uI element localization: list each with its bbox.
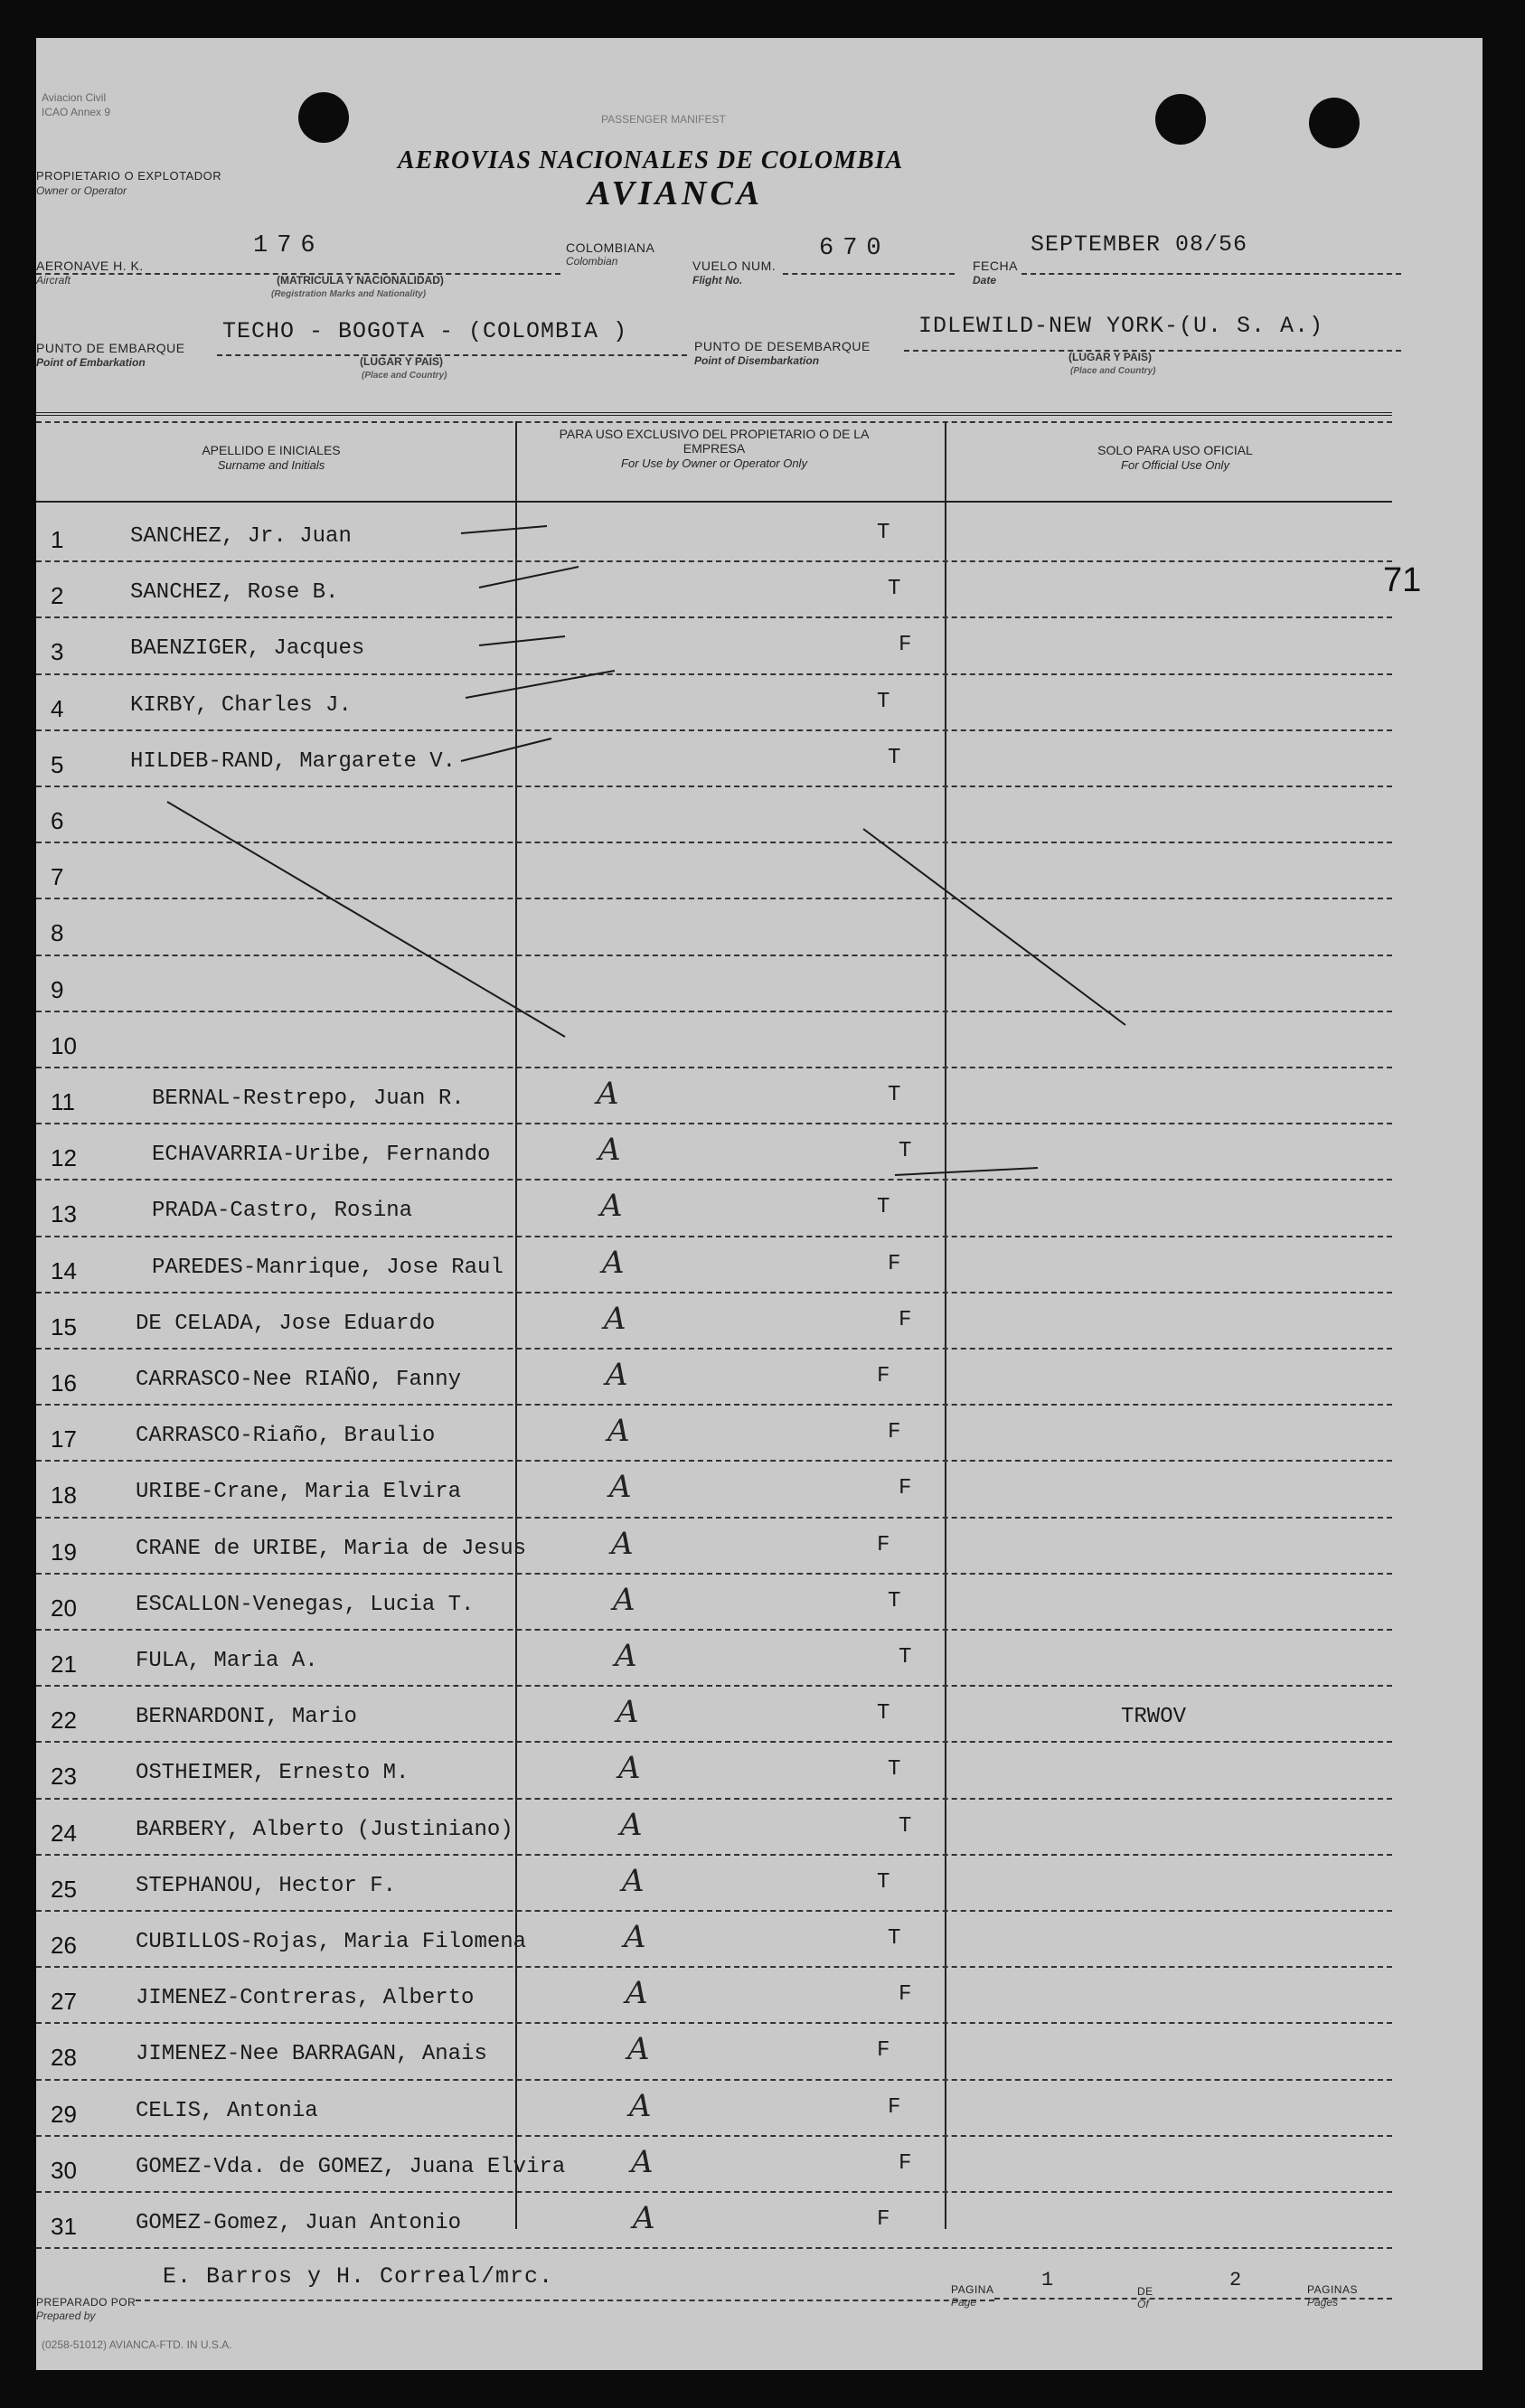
row-number: 23 (51, 1763, 77, 1791)
row-number: 12 (51, 1144, 77, 1172)
passenger-code: T (888, 1083, 901, 1107)
row-number: 24 (51, 1819, 77, 1847)
passenger-name: CARRASCO-Nee RIAÑO, Fanny (136, 1368, 462, 1392)
owner-column-subtitle: For Use by Owner or Operator Only (621, 456, 807, 471)
passenger-code: T (877, 1869, 890, 1895)
manifest-sheet (36, 38, 1483, 2370)
handwritten-mark: A (611, 1525, 634, 1562)
passenger-name: DE CELADA, Jose Eduardo (136, 1311, 436, 1336)
dash-mark (895, 1168, 1038, 1175)
flight-date: SEPTEMBER 08/56 (1031, 231, 1248, 258)
passenger-code: T (899, 1813, 912, 1839)
void-slash-left (167, 802, 565, 1037)
disembark-label: PUNTO DE DESEMBARQUE (694, 339, 871, 353)
pages-sub: Pages (1307, 2296, 1339, 2309)
page-rule (994, 2298, 1392, 2300)
passenger-name: JIMENEZ-Contreras, Alberto (136, 1986, 475, 2011)
row-number: 29 (51, 2100, 77, 2128)
passenger-name: GOMEZ-Gomez, Juan Antonio (136, 2211, 462, 2235)
handwritten-mark: A (633, 2200, 655, 2236)
row-number: 7 (51, 863, 64, 891)
airline-name: AEROVIAS NACIONALES DE COLOMBIA (398, 146, 904, 174)
passenger-name: ECHAVARRIA-Uribe, Fernando (152, 1143, 491, 1168)
handwritten-mark: A (618, 1750, 641, 1787)
row-number: 26 (51, 1932, 77, 1959)
row-number: 8 (51, 919, 64, 947)
name-column-title: APELLIDO E INICIALES (202, 443, 341, 457)
passenger-code: T (888, 1926, 901, 1951)
top-center-label: PASSENGER MANIFEST (601, 113, 726, 126)
passenger-code: F (899, 1476, 912, 1501)
row-number: 17 (51, 1425, 77, 1453)
handwritten-mark: A (624, 1919, 646, 1955)
passenger-code: T (888, 745, 901, 770)
handwritten-mark: A (607, 1413, 630, 1450)
passenger-code: F (877, 1364, 890, 1388)
airline-short: AVIANCA (588, 174, 764, 212)
name-column-subtitle: Surname and Initials (217, 458, 325, 473)
passenger-code: F (888, 2094, 901, 2120)
passenger-name: HILDEB-RAND, Margarete V. (130, 748, 457, 774)
of-sub: Of (1137, 2298, 1149, 2310)
disembark-place-caption-sub: (Place and Country) (1070, 366, 1156, 376)
strike-mark (466, 671, 615, 698)
embark-place-caption: (LUGAR Y PAIS) (360, 355, 444, 368)
passenger-code: F (888, 1420, 901, 1445)
passenger-code: T (899, 1645, 912, 1670)
row-number: 3 (51, 638, 64, 666)
row-number: 6 (51, 807, 64, 834)
handwritten-mark: A (606, 1357, 628, 1393)
row-number: 21 (51, 1651, 77, 1678)
date-sub: Date (973, 274, 997, 287)
prepared-rule (136, 2300, 994, 2301)
page-total: 2 (1229, 2269, 1243, 2291)
passenger-name: CUBILLOS-Rojas, Maria Filomena (136, 1930, 527, 1954)
cross-out-strokes (36, 38, 1483, 2370)
passenger-name: ESCALLON-Venegas, Lucia T. (136, 1592, 475, 1617)
passenger-code: T (877, 1701, 890, 1726)
handwritten-mark: A (600, 1188, 623, 1225)
passenger-name: BAENZIGER, Jacques (130, 636, 365, 662)
date-label: FECHA (973, 259, 1018, 273)
official-column-title: SOLO PARA USO OFICIAL (1097, 443, 1253, 457)
disembark-place-caption: (LUGAR Y PAIS) (1068, 351, 1153, 363)
aircraft-sub: Aircraft (36, 274, 71, 287)
passenger-code: T (888, 577, 901, 602)
passenger-name: BERNAL-Restrepo, Juan R. (152, 1086, 465, 1111)
row-number: 10 (51, 1031, 77, 1059)
passenger-code: F (899, 2150, 912, 2176)
registration-caption: (MATRICULA Y NACIONALIDAD) (277, 274, 444, 287)
row-number: 19 (51, 1538, 77, 1566)
passenger-code: F (899, 1307, 912, 1332)
passenger-name: PRADA-Castro, Rosina (152, 1199, 413, 1224)
passenger-name: FULA, Maria A. (136, 1649, 318, 1673)
passenger-name: CARRASCO-Riaño, Braulio (136, 1424, 436, 1449)
embark-sub: Point of Embarkation (36, 356, 146, 369)
passenger-name: SANCHEZ, Jr. Juan (130, 524, 352, 549)
row-number: 27 (51, 1988, 77, 2016)
passenger-code: T (877, 521, 890, 545)
handwritten-mark: A (604, 1300, 626, 1337)
row-number: 31 (51, 2213, 77, 2240)
passenger-name: URIBE-Crane, Maria Elvira (136, 1480, 462, 1505)
passenger-code: F (877, 1532, 890, 1557)
passenger-code: T (877, 689, 890, 714)
prepared-sub: Prepared by (36, 2309, 96, 2322)
handwritten-mark: A (622, 1862, 645, 1899)
prepared-by: E. Barros y H. Correal/mrc. (163, 2263, 554, 2290)
passenger-name: BARBERY, Alberto (Justiniano) (136, 1817, 513, 1842)
handwritten-mark: A (615, 1638, 637, 1674)
flight-number: 670 (819, 235, 890, 262)
pages-label: PAGINAS (1307, 2283, 1358, 2296)
passenger-name: STEPHANOU, Hector F. (136, 1873, 397, 1898)
handwritten-mark: A (629, 2087, 652, 2124)
passenger-name: GOMEZ-Vda. de GOMEZ, Juana Elvira (136, 2154, 566, 2179)
strike-mark (479, 636, 565, 645)
nationality-sub: Colombian (566, 255, 618, 268)
row-number: 28 (51, 2044, 77, 2072)
passenger-name: CELIS, Antonia (136, 2098, 318, 2123)
row-number: 16 (51, 1369, 77, 1397)
handwritten-mark: A (627, 2031, 650, 2068)
page-sub: Page (951, 2296, 977, 2309)
nationality-label: COLOMBIANA (566, 240, 655, 255)
flight-label: VUELO NUM. (692, 259, 777, 273)
passenger-code: F (877, 2207, 890, 2232)
strike-mark (461, 738, 551, 761)
annex-line-1: Aviacion Civil (42, 91, 107, 104)
void-slash-right (863, 829, 1125, 1025)
print-code: (0258-51012) AVIANCA-FTD. IN U.S.A. (42, 2338, 232, 2351)
passenger-name: BERNARDONI, Mario (136, 1705, 357, 1730)
passenger-code: F (888, 1251, 901, 1276)
disembark-sub: Point of Disembarkation (694, 354, 820, 367)
owner-column-title: PARA USO EXCLUSIVO DEL PROPIETARIO O DE LA EMPRESA (559, 427, 870, 456)
handwritten-mark: A (609, 1469, 632, 1506)
owner-label: PROPIETARIO O EXPLOTADOR (36, 169, 222, 183)
official-column-subtitle: For Official Use Only (1121, 458, 1229, 473)
embark-label: PUNTO DE EMBARQUE (36, 341, 185, 355)
row-number: 25 (51, 1875, 77, 1903)
passenger-code: T (888, 1757, 901, 1782)
row-number: 30 (51, 2156, 77, 2184)
passenger-code: T (899, 1139, 912, 1164)
side-number: 71 (1383, 561, 1422, 599)
handwritten-mark: A (631, 2143, 654, 2180)
handwritten-mark: A (620, 1806, 643, 1843)
row-number: 14 (51, 1256, 77, 1284)
owner-sub: Owner or Operator (36, 184, 127, 197)
row-number: 1 (51, 526, 64, 553)
passenger-code: F (899, 633, 912, 658)
handwritten-mark: A (617, 1694, 639, 1731)
handwritten-mark: A (602, 1244, 625, 1281)
handwritten-mark: A (626, 1975, 648, 2012)
passenger-name: PAREDES-Manrique, Jose Raul (152, 1255, 504, 1280)
handwritten-mark: A (613, 1581, 635, 1618)
aircraft-label: AERONAVE H. K. (36, 259, 144, 273)
embark-place: TECHO - BOGOTA - (COLOMBIA ) (222, 318, 628, 344)
row-number: 13 (51, 1200, 77, 1228)
prepared-label: PREPARADO POR (36, 2296, 136, 2309)
annex-line-2: ICAO Annex 9 (42, 106, 111, 118)
row-number: 22 (51, 1707, 77, 1735)
row-number: 5 (51, 750, 64, 778)
row-number: 18 (51, 1481, 77, 1510)
passenger-code: T (877, 1195, 890, 1220)
official-entry: TRWOV (1121, 1705, 1187, 1730)
passenger-code: T (888, 1588, 901, 1613)
aircraft-registration: 176 (253, 232, 325, 259)
of-label: DE (1137, 2285, 1153, 2298)
row-number: 2 (51, 582, 64, 610)
handwritten-mark: A (598, 1132, 621, 1169)
strike-mark (461, 526, 547, 533)
registration-caption-sub: (Registration Marks and Nationality) (271, 289, 427, 299)
row-number: 11 (51, 1088, 75, 1115)
page-number: 1 (1041, 2269, 1055, 2291)
row-number: 20 (51, 1594, 77, 1622)
passenger-name: SANCHEZ, Rose B. (130, 580, 339, 606)
row-number: 9 (51, 975, 64, 1003)
passenger-name: KIRBY, Charles J. (130, 692, 352, 718)
passenger-name: OSTHEIMER, Ernesto M. (136, 1761, 409, 1786)
passenger-code: F (877, 2038, 890, 2064)
page-label: PAGINA (951, 2283, 994, 2296)
embark-place-caption-sub: (Place and Country) (362, 371, 447, 381)
flight-sub: Flight No. (692, 274, 743, 287)
handwritten-mark: A (597, 1076, 619, 1112)
passenger-name: CRANE de URIBE, Maria de Jesus (136, 1536, 527, 1561)
passenger-name: JIMENEZ-Nee BARRAGAN, Anais (136, 2042, 487, 2067)
row-number: 15 (51, 1312, 77, 1340)
passenger-code: F (899, 1982, 912, 2008)
disembark-place: IDLEWILD-NEW YORK-(U. S. A.) (918, 313, 1324, 339)
strike-mark (479, 567, 579, 588)
row-number: 4 (51, 694, 64, 722)
